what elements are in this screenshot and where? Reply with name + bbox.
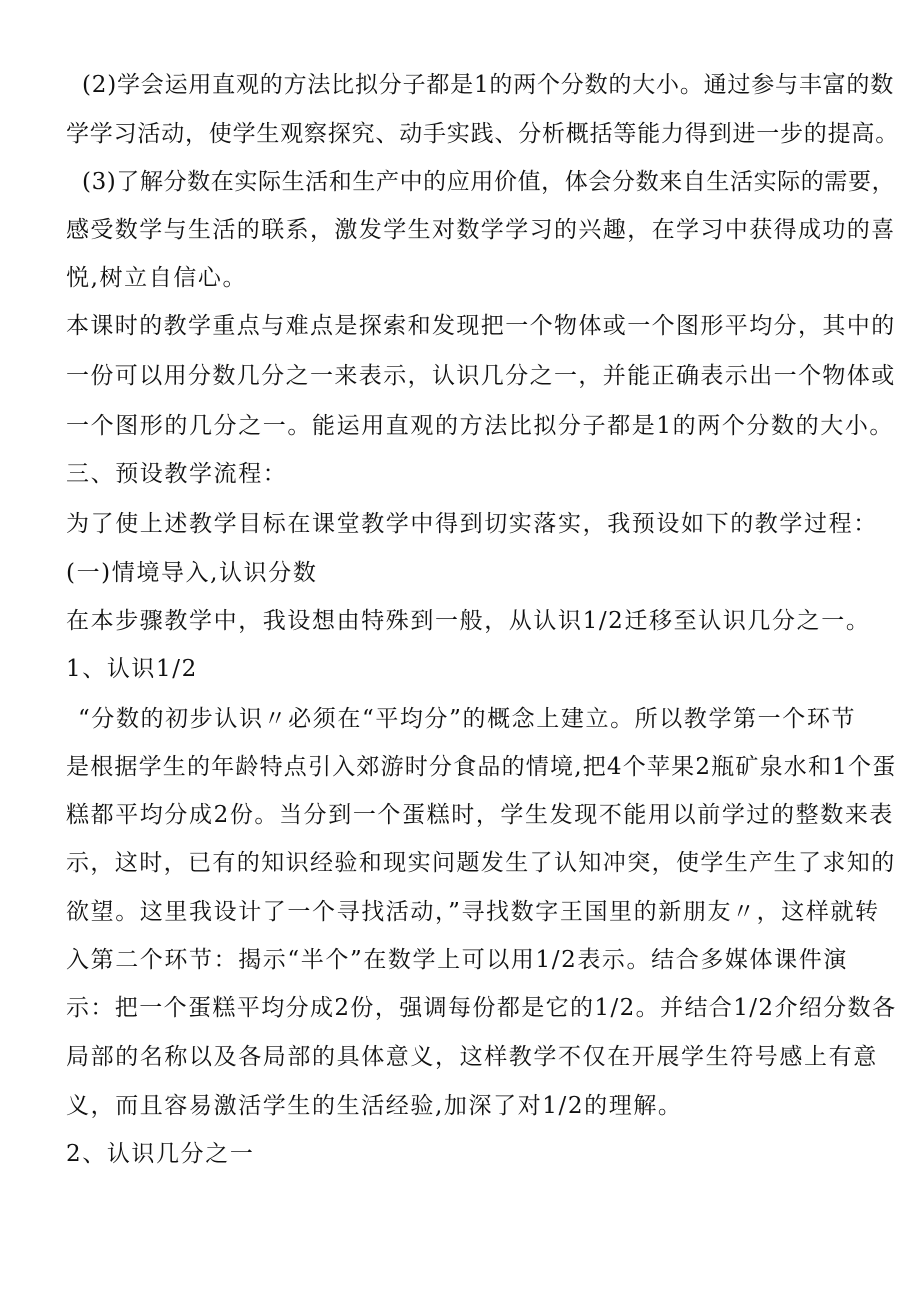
paragraph-line: 一份可以用分数几分之一来表示，认识几分之一，并能正确表示出一个物体或 [66,363,896,389]
section-heading: 三、预设教学流程： [66,461,288,487]
paragraph-line: 局部的名称以及各局部的具体意义，这样教学不仅在开展学生符号感上有意 [66,1044,878,1070]
paragraph-line: (2)学会运用直观的方法比拟分子都是1的两个分数的大小。通过参与丰富的数 [82,72,895,98]
item-heading: 1、认识1/2 [66,656,198,682]
paragraph-line: 一个图形的几分之一。能运用直观的方法比拟分子都是1的两个分数的大小。 [66,413,895,439]
paragraph-line: 悦,树立自信心。 [66,265,248,291]
item-heading: 2、认识几分之一 [66,1141,255,1167]
paragraph-line: (3)了解分数在实际生活和生产中的应用价值，体会分数来自生活实际的需要， [82,169,896,195]
paragraph-line: 感受数学与生活的联系，激发学生对数学学习的兴趣，在学习中获得成功的喜 [66,217,896,243]
paragraph-line: 入第二个环节：揭示“半个”在数学上可以用1/2表示。结合多媒体课件演 [66,947,848,973]
paragraph-line: 糕都平均分成2份。当分到一个蛋糕时，学生发现不能用以前学过的整数来表 [66,802,895,828]
paragraph-line: 示，这时，已有的知识经验和现实问题发生了认知冲突，使学生产生了求知的 [66,850,896,876]
paragraph-line: 示：把一个蛋糕平均分成2份，强调每份都是它的1/2。并结合1/2介绍分数各 [66,995,897,1021]
paragraph-line: 为了使上述教学目标在课堂教学中得到切实落实，我预设如下的教学过程： [66,511,878,537]
paragraph-line: 学学习活动，使学生观察探究、动手实践、分析概括等能力得到进一步的提高。 [66,121,899,147]
paragraph-line: 是根据学生的年龄特点引入郊游时分食品的情境,把4个苹果2瓶矿泉水和1个蛋 [66,754,897,780]
paragraph-line: 在本步骤教学中，我设想由特殊到一般，从认识1/2迁移至认识几分之一。 [66,608,871,634]
subsection-heading: (一)情境导入,认识分数 [66,560,318,586]
paragraph-line: 欲望。这里我设计了一个寻找活动，”寻找数字王国里的新朋友〃，这样就转 [66,899,880,925]
paragraph-line: 本课时的教学重点与难点是探索和发现把一个物体或一个图形平均分，其中的 [66,313,896,339]
paragraph-line: 义，而且容易激活学生的生活经验,加深了对1/2的理解。 [66,1093,683,1119]
paragraph-line: “分数的初步认识〃必须在“平均分”的概念上建立。所以教学第一个环节 [78,706,857,732]
